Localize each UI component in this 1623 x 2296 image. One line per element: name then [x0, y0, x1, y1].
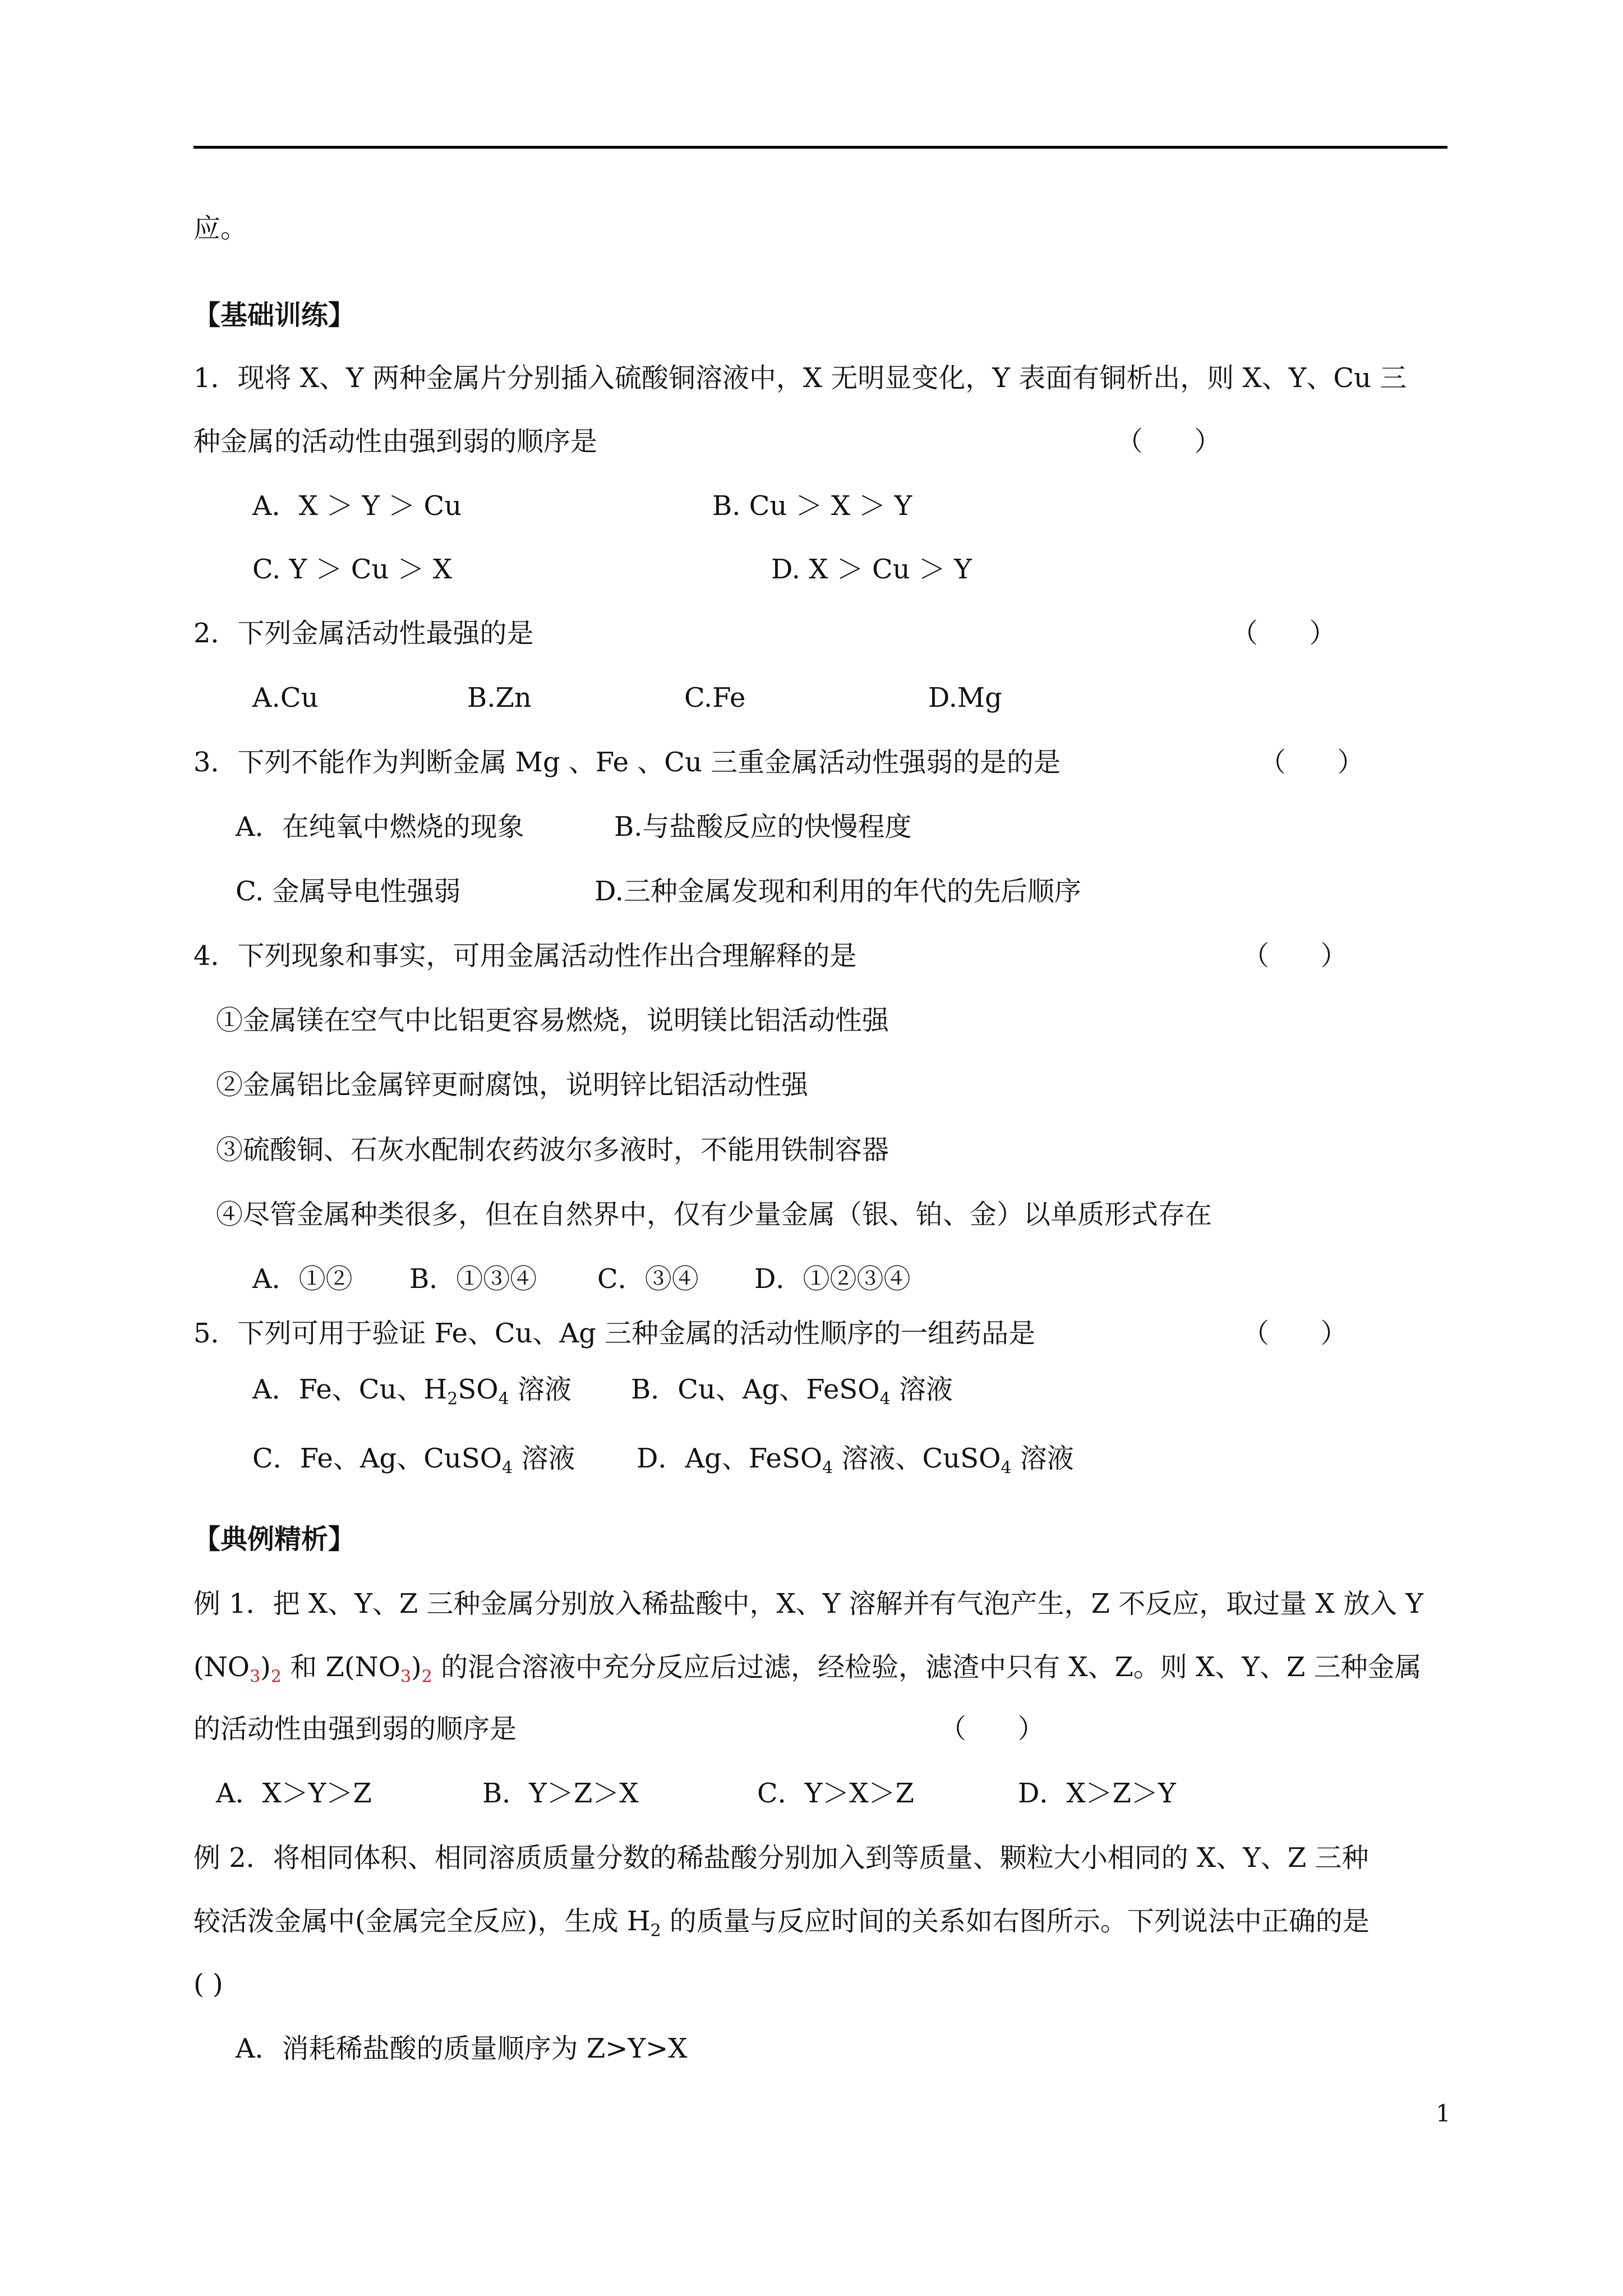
- q2-option-b: B.Zn: [467, 682, 532, 714]
- q5-option-a: A．Fe、Cu、$H_2SO_4$ 溶液: [252, 1374, 571, 1409]
- ex2-line2: 较活泼金属中(金属完全反应)，生成 $H_2$ 的质量与反应时间的关系如右图所示。下列说法中正确的是: [193, 1906, 1370, 1941]
- ex1-option-c: C．Y＞X＞Z: [757, 1778, 914, 1809]
- q1-option-b: B. Cu ＞ X ＞ Y: [712, 490, 912, 522]
- q5-option-c: C．Fe、Ag、CuSO$_4$ 溶液: [252, 1443, 575, 1478]
- q4-statement-1: ①金属镁在空气中比铝更容易燃烧，说明镁比铝活动性强: [216, 1005, 889, 1036]
- q2-option-d: D.Mg: [928, 682, 1002, 714]
- q2-stem: 2．下列金属活动性最强的是: [193, 618, 534, 649]
- page-number: 1: [1436, 2100, 1451, 2127]
- ex1-option-b: B．Y＞Z＞X: [482, 1778, 639, 1809]
- q3-option-c: C. 金属导电性强弱: [236, 876, 461, 907]
- ex1-answer-paren: （ ）: [939, 1713, 1045, 1745]
- ex2-option-a: A．消耗稀盐酸的质量顺序为 Z>Y>X: [236, 2033, 688, 2064]
- q3-option-b: B.与盐酸反应的快慢程度: [614, 811, 912, 843]
- q4-statement-4: ④尽管金属种类很多，但在自然界中，仅有少量金属（银、铂、金）以单质形式存在: [216, 1199, 1212, 1230]
- q4-option-b: B．①③④: [409, 1263, 537, 1295]
- q4-statement-2: ②金属铝比金属锌更耐腐蚀，说明锌比铝活动性强: [216, 1069, 809, 1101]
- q1-line2: 种金属的活动性由强到弱的顺序是: [193, 426, 598, 457]
- section-heading-example: 【典例精析】: [193, 1524, 356, 1555]
- q1-option-a: A．X ＞ Y ＞ Cu: [252, 490, 462, 522]
- q4-statement-3: ③硫酸铜、石灰水配制农药波尔多液时，不能用铁制容器: [216, 1134, 889, 1166]
- q1-option-d: D. X ＞ Cu ＞ Y: [771, 554, 972, 585]
- ex1-option-d: D．X＞Z＞Y: [1018, 1778, 1176, 1809]
- q2-option-c: C.Fe: [684, 682, 746, 714]
- q1-option-c: C. Y ＞ Cu ＞ X: [252, 554, 453, 585]
- q3-answer-paren: （ ）: [1259, 747, 1364, 778]
- q4-option-a: A．①②: [252, 1263, 353, 1295]
- ex2-line1: 例 2．将相同体积、相同溶质质量分数的稀盐酸分别加入到等质量、颗粒大小相同的 X、Y、Z 三种: [193, 1842, 1369, 1874]
- q5-option-b: B．Cu、Ag、FeSO$_4$ 溶液: [631, 1374, 953, 1409]
- q5-option-d: D．Ag、FeSO$_4$ 溶液、CuSO$_4$ 溶液: [637, 1443, 1074, 1478]
- q2-answer-paren: （ ）: [1231, 618, 1336, 649]
- ex1-line3: 的活动性由强到弱的顺序是: [193, 1713, 517, 1745]
- q4-answer-paren: （ ）: [1242, 940, 1348, 972]
- q3-option-a: A．在纯氧中燃烧的现象: [236, 811, 524, 843]
- continuation-text: 应。: [193, 213, 248, 244]
- q4-option-c: C．③④: [597, 1263, 699, 1295]
- q3-option-d: D.三种金属发现和利用的年代的先后顺序: [594, 876, 1082, 907]
- ex1-option-a: A．X＞Y＞Z: [216, 1778, 372, 1809]
- q1-line1: 1．现将 X、Y 两种金属片分别插入硫酸铜溶液中，X 无明显变化，Y 表面有铜析出，则 X、Y、Cu 三: [193, 362, 1407, 394]
- ex2-line3: ( ): [193, 1968, 223, 2000]
- q5-answer-paren: （ ）: [1242, 1318, 1348, 1349]
- ex1-line2: $(NO_3)_2$ 和 $Z(NO_3)_2$ 的混合溶液中充分反应后过滤，经检验，滤渣中只有 X、Z。则 X、Y、Z 三种金属: [193, 1651, 1422, 1687]
- q1-answer-paren: （ ）: [1116, 426, 1221, 457]
- q2-option-a: A.Cu: [252, 682, 319, 714]
- q4-stem: 4．下列现象和事实，可用金属活动性作出合理解释的是: [193, 940, 857, 972]
- header-rule: [193, 146, 1447, 149]
- q5-stem: 5．下列可用于验证 Fe、Cu、Ag 三种金属的活动性顺序的一组药品是: [193, 1318, 1036, 1349]
- ex1-line1: 例 1．把 X、Y、Z 三种金属分别放入稀盐酸中，X、Y 溶解并有气泡产生，Z 不反应，取过量 X 放入 Y: [193, 1588, 1423, 1619]
- q3-stem: 3．下列不能作为判断金属 Mg 、Fe 、Cu 三重金属活动性强弱的是的是: [193, 747, 1061, 778]
- section-heading-basic: 【基础训练】: [193, 300, 356, 331]
- q4-option-d: D．①②③④: [754, 1263, 911, 1295]
